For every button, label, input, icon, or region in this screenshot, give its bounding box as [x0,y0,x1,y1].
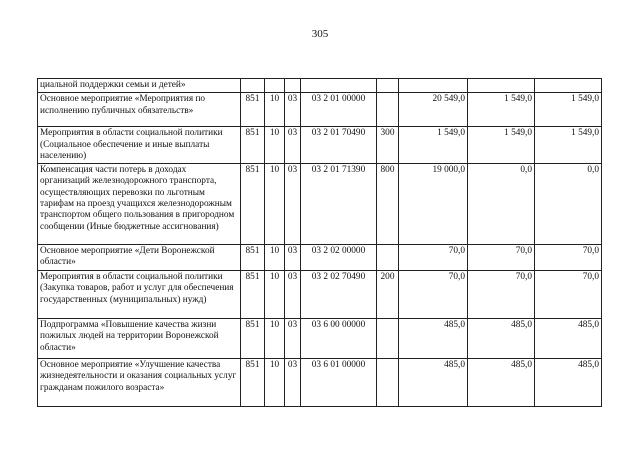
cell-target-article: 03 2 02 00000 [301,245,377,271]
cell-code: 851 [241,359,265,407]
cell-amount-2: 485,0 [468,359,535,407]
cell-target-article: 03 6 01 00000 [301,359,377,407]
cell-amount-1: 19 000,0 [399,164,468,245]
table-row [38,79,602,93]
cell-name: Основное мероприятие «Дети Воронежской области» [38,245,241,271]
cell-amount-1: 70,0 [399,245,468,271]
cell-amount-1: 70,0 [399,271,468,319]
cell-subsection: 03 [285,245,301,271]
cell-section [265,79,285,93]
cell-amount-3: 1 549,0 [535,93,602,127]
budget-table [37,78,602,407]
cell-target-article: 03 2 02 70490 [301,271,377,319]
table-row [38,319,602,359]
cell-amount-2: 0,0 [468,164,535,245]
cell-expense-type: 800 [377,164,399,245]
cell-expense-type [377,359,399,407]
cell-expense-type [377,245,399,271]
page-number: 305 [311,28,329,40]
cell-amount-3: 70,0 [535,245,602,271]
cell-target-article: 03 6 00 00000 [301,319,377,359]
cell-amount-2 [468,79,535,93]
table-row [38,359,602,407]
cell-subsection: 03 [285,164,301,245]
cell-name: Подпрограмма «Повышение качества жизни пожилых людей на территории Воронежской области» [38,319,241,359]
cell-section: 10 [265,319,285,359]
cell-amount-1: 485,0 [399,319,468,359]
cell-expense-type: 300 [377,127,399,164]
cell-subsection [285,79,301,93]
cell-code: 851 [241,127,265,164]
cell-code [241,79,265,93]
cell-section: 10 [265,93,285,127]
cell-name: Мероприятия в области социальной политики (Закупка товаров, работ и услуг для обеспечения государственных (муниципальных) нужд) [38,271,241,319]
cell-target-article: 03 2 01 71390 [301,164,377,245]
cell-amount-3: 70,0 [535,271,602,319]
cell-amount-3: 485,0 [535,319,602,359]
cell-amount-1: 20 549,0 [399,93,468,127]
cell-name: Основное мероприятие «Мероприятия по исполнению публичных обязательств» [38,93,241,127]
cell-subsection: 03 [285,359,301,407]
cell-amount-2: 1 549,0 [468,93,535,127]
table-row [38,164,602,245]
cell-amount-3 [535,79,602,93]
cell-code: 851 [241,245,265,271]
table-row [38,245,602,271]
cell-amount-2: 70,0 [468,245,535,271]
table-row [38,93,602,127]
cell-amount-3: 485,0 [535,359,602,407]
table-row [38,127,602,164]
cell-code: 851 [241,271,265,319]
cell-code: 851 [241,93,265,127]
cell-name: Компенсация части потерь в доходах организаций железнодорожного транспорта, осуществляющих перевозки по льготным тарифам на проезд учащихся железнодорожным транспортом общего пользования в пригородном сообщении (Иные бюджетные ассигнования) [38,164,241,245]
cell-amount-2: 70,0 [468,271,535,319]
cell-name: циальной поддержки семьи и детей» [38,79,241,93]
cell-section: 10 [265,245,285,271]
cell-amount-3: 1 549,0 [535,127,602,164]
cell-name: Мероприятия в области социальной политики (Социальное обеспечение и иные выплаты населению) [38,127,241,164]
table-body [38,79,602,407]
cell-section: 10 [265,359,285,407]
cell-subsection: 03 [285,271,301,319]
cell-code: 851 [241,164,265,245]
cell-section: 10 [265,271,285,319]
table-row [38,271,602,319]
cell-amount-2: 1 549,0 [468,127,535,164]
cell-amount-1: 1 549,0 [399,127,468,164]
cell-subsection: 03 [285,93,301,127]
cell-name: Основное мероприятие «Улучшение качества жизнедеятельности и оказания социальных услуг гражданам пожилого возраста» [38,359,241,407]
cell-section: 10 [265,164,285,245]
cell-code: 851 [241,319,265,359]
cell-expense-type: 200 [377,271,399,319]
cell-expense-type [377,79,399,93]
cell-subsection: 03 [285,127,301,164]
cell-subsection: 03 [285,319,301,359]
cell-amount-2: 485,0 [468,319,535,359]
cell-section: 10 [265,127,285,164]
cell-amount-1: 485,0 [399,359,468,407]
cell-amount-3: 0,0 [535,164,602,245]
cell-expense-type [377,93,399,127]
cell-target-article [301,79,377,93]
cell-target-article: 03 2 01 70490 [301,127,377,164]
cell-expense-type [377,319,399,359]
cell-target-article: 03 2 01 00000 [301,93,377,127]
cell-amount-1 [399,79,468,93]
